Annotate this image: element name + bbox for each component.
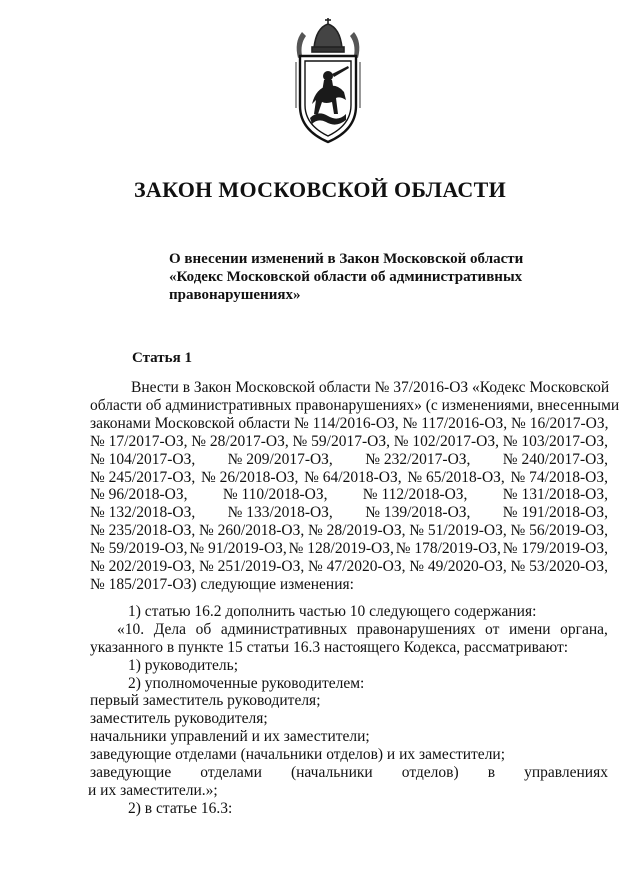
text-segment: № 112/2018-ОЗ, (362, 486, 468, 504)
text-segment: заведующие (90, 764, 172, 782)
text-segment: № 64/2018-ОЗ, (304, 468, 402, 486)
text-line (88, 782, 608, 800)
text-segment: № 178/2019-ОЗ, (395, 540, 501, 558)
text-line (90, 558, 608, 576)
text-segment: правонарушениях (356, 620, 476, 638)
text-segment: № 28/2017-ОЗ, (191, 432, 289, 450)
text-segment: № 185/2017-ОЗ) следующие изменения: (90, 575, 354, 593)
text-segment: № 232/2017-ОЗ, (365, 450, 471, 468)
text-segment: № 59/2019-ОЗ, (90, 540, 188, 558)
text-segment: № 251/2019-ОЗ, (199, 558, 305, 576)
text-segment: № 235/2018-ОЗ, (90, 522, 196, 540)
text-line (90, 433, 608, 451)
article-body (88, 379, 620, 818)
text-segment: № 245/2017-ОЗ, (90, 468, 196, 486)
text-segment: № 209/2017-ОЗ, (227, 450, 333, 468)
text-segment: отделов) (401, 764, 459, 782)
text-segment: № 133/2018-ОЗ, (227, 504, 333, 522)
text-segment: «10. (117, 620, 145, 638)
text-segment: № 103/2017-ОЗ, (502, 432, 608, 450)
text-segment: № 128/2019-ОЗ, (288, 540, 394, 558)
text-segment: административных (220, 620, 348, 638)
article-item-list (90, 603, 608, 818)
text-line (90, 657, 608, 675)
text-segment: № 260/2018-ОЗ, (199, 522, 305, 540)
text-line (90, 396, 620, 415)
text-segment: № 202/2019-ОЗ, (90, 558, 196, 576)
moscow-region-coat-of-arms-icon (288, 18, 368, 146)
text-segment: № 17/2017-ОЗ, (90, 432, 188, 450)
text-line (90, 800, 608, 818)
text-segment: от (485, 620, 500, 638)
text-segment: № 74/2018-ОЗ, (510, 468, 608, 486)
text-segment: № 102/2017-ОЗ, (393, 432, 499, 450)
text-segment: № 26/2018-ОЗ, (200, 468, 299, 486)
text-segment: № 91/2019-ОЗ, (189, 540, 287, 558)
text-segment: № 47/2020-ОЗ, (308, 558, 406, 576)
text-segment: области об административных правонарушениях» (с изменениями, внесенными (90, 396, 620, 414)
text-segment: № 65/2018-ОЗ, (407, 468, 505, 486)
text-segment: № 28/2019-ОЗ, (308, 522, 406, 540)
text-line (90, 728, 608, 746)
law-subject (169, 250, 549, 304)
text-segment: Внести в Закон Московской области № 37/2016-ОЗ «Кодекс Московской (131, 379, 610, 396)
text-segment: Дела (153, 620, 186, 638)
text-line (90, 621, 608, 639)
text-segment: № 179/2019-ОЗ, (502, 540, 608, 558)
text-segment: № 59/2017-ОЗ, (292, 432, 390, 450)
text-segment: № 132/2018-ОЗ, (90, 504, 196, 522)
article-intro-paragraph (90, 379, 620, 594)
text-line (90, 540, 608, 558)
text-line (90, 603, 608, 621)
text-segment: № 49/2020-ОЗ, (409, 558, 507, 576)
text-segment: органа, (560, 620, 608, 638)
text-segment: № 240/2017-ОЗ, (502, 450, 608, 468)
text-line (90, 675, 608, 693)
text-segment: № 56/2019-ОЗ, (510, 522, 608, 540)
document-title: ЗАКОН МОСКОВСКОЙ ОБЛАСТИ (133, 177, 507, 202)
text-line (90, 486, 608, 504)
text-line (90, 764, 608, 782)
text-line (90, 746, 608, 764)
text-line (90, 379, 608, 397)
text-segment: первый заместитель руководителя; (90, 692, 321, 710)
text-segment: имени (508, 620, 551, 638)
text-segment: законами Московской области № 114/2016-ОЗ, № 117/2016-ОЗ, № 16/2017-ОЗ, (90, 414, 609, 432)
text-line (90, 522, 608, 540)
text-segment: в (487, 764, 496, 782)
text-line (90, 692, 608, 710)
text-segment: указанного в пункте 15 статьи 16.3 настоящего Кодекса, рассматривают: (90, 638, 569, 656)
text-line (90, 469, 608, 487)
text-segment: управлениях (524, 764, 608, 782)
article-heading: Статья 1 (132, 350, 192, 366)
subject-line: О внесении изменений в Закон Московской области (169, 251, 524, 267)
text-segment: заведующие отделами (начальники отделов) и их заместители; (90, 746, 506, 764)
text-segment: № 191/2018-ОЗ, (502, 504, 608, 522)
text-segment: № 96/2018-ОЗ, (90, 486, 188, 504)
text-segment: (начальники (290, 764, 373, 782)
text-segment: № 104/2017-ОЗ, (90, 450, 196, 468)
text-segment: 1) статью 16.2 дополнить частью 10 следующего содержания: (128, 602, 537, 620)
text-segment: 1) руководитель; (128, 656, 239, 674)
text-segment: заместитель руководителя; (90, 710, 268, 728)
text-segment: начальники управлений и их заместители; (90, 728, 370, 746)
text-segment: и их заместители.»; (88, 781, 218, 799)
text-segment: № 51/2019-ОЗ, (409, 522, 507, 540)
text-line (90, 415, 608, 433)
subject-line: «Кодекс Московской области об административных (169, 269, 523, 285)
text-segment: об (195, 620, 212, 638)
text-line (90, 504, 608, 522)
text-segment: № 110/2018-ОЗ, (222, 486, 328, 504)
text-line (90, 451, 608, 469)
subject-line: правонарушениях» (169, 287, 301, 303)
text-segment: № 139/2018-ОЗ, (365, 504, 471, 522)
text-segment: 2) в статье 16.3: (128, 799, 233, 817)
text-segment: отделами (200, 764, 262, 782)
text-segment: 2) уполномоченные руководителем: (128, 674, 365, 692)
text-segment: № 131/2018-ОЗ, (502, 486, 608, 504)
text-line (90, 639, 608, 657)
text-segment: № 53/2020-ОЗ, (510, 558, 608, 576)
text-line (90, 576, 608, 594)
text-line (90, 710, 608, 728)
